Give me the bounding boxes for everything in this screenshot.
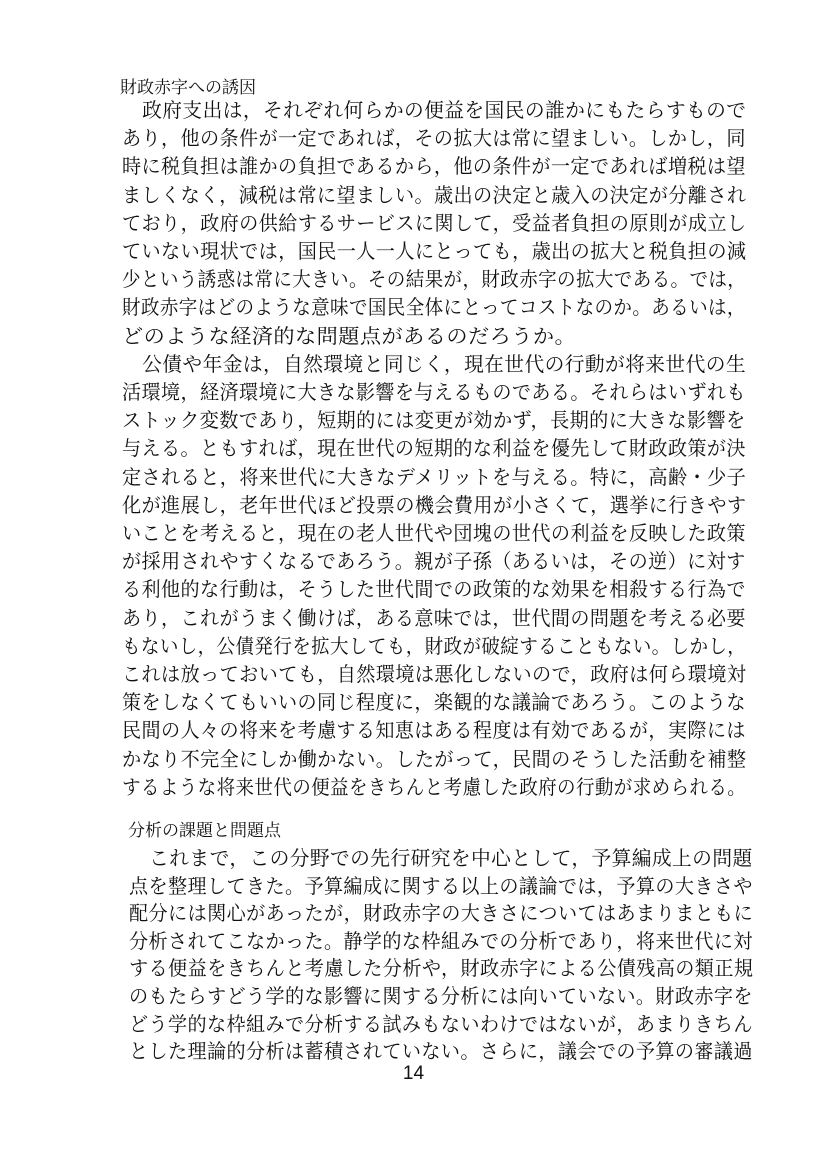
text-line: 策をしなくてもいいの同じ程度に，楽観的な議論であろう。このような [122, 690, 746, 715]
section-heading-deficit-incentive: 財政赤字への誘因 [120, 78, 256, 98]
text-line: 民間の人々の将来を考慮する知恵はある程度は有効であるが，実際には [122, 718, 746, 743]
text-line: ていない現状では，国民一人一人にとっても，歳出の拡大と税負担の減 [122, 239, 747, 263]
text-line: る利他的な行動は，そうした世代間での政策的な効果を相殺する行為で [122, 577, 746, 602]
text-line: 活環境，経済環境に大きな影響を与えるものである。それらはいずれも [122, 380, 746, 404]
section-heading-analysis-issues: 分析の課題と問題点 [128, 821, 281, 841]
text-line: 財政赤字はどのような意味で国民全体にとってコストなのか。あるいは， [122, 295, 746, 320]
text-line: もないし，公債発行を拡大しても，財政が破綻することもない。しかし， [122, 633, 747, 658]
page-number: 14 [402, 1063, 425, 1084]
text-line: これは放っておいても，自然環境は悪化しないので，政府は何ら環境対 [122, 662, 747, 686]
text-line: のもたらすどう学的な影響に関する分析には向いていない。財政赤字を [129, 984, 753, 1008]
text-line: かなり不完全にしか働かない。したがって，民間のそうした活動を補整 [122, 746, 747, 771]
text-line: 公債や年金は，自然環境と同じく，現在世代の行動が将来世代の生 [122, 351, 746, 376]
text-line: ており，政府の供給するサービスに関して，受益者負担の原則が成立し [122, 210, 747, 235]
text-line: 時に税負担は誰かの負担であるから，他の条件が一定であれば増税は望 [122, 154, 746, 179]
text-line: する便益をきちんと考慮した分析や，財政赤字による公債残高の類正規 [129, 956, 754, 981]
text-line: これまで，この分野での先行研究を中心として，予算編成上の問題 [129, 846, 753, 870]
text-line: ましくなく，減税は常に望ましい。歳出の決定と歳入の決定が分離され [122, 182, 747, 207]
text-line: 定されると，将来世代に大きなデメリットを与える。特に，高齢・少子 [122, 464, 747, 489]
text-line: 政府支出は，それぞれ何らかの便益を国民の誰かにもたらすもので [122, 98, 747, 122]
text-line: あり，これがうまく働けば，ある意味では，世代間の問題を考える必要 [122, 605, 746, 630]
text-line: が採用されやすくなるであろう。親が子孫（あるいは，その逆）に対す [122, 549, 746, 574]
text-line: 点を整理してきた。予算編成に関する以上の議論では，予算の大きさや [129, 873, 753, 898]
text-line: 少という誘惑は常に大きい。その結果が，財政赤字の拡大である。では， [122, 267, 747, 292]
text-line: 化が進展し，老年世代ほど投票の機会費用が小さくて，選挙に行きやす [122, 492, 747, 517]
text-line: ストック変数であり，短期的には変更が効かず，長期的に大きな影響を [122, 408, 746, 433]
text-line: するような将来世代の便益をきちんと考慮した政府の行動が求められる。 [122, 774, 747, 799]
text-line: どう学的な枠組みで分析する試みもないわけではないが，あまりきちん [129, 1011, 753, 1036]
text-line: 配分には関心があったが，財政赤字の大きさについてはあまりまともに [129, 901, 754, 926]
text-line: あり，他の条件が一定であれば，その拡大は常に望ましい。しかし，同 [122, 126, 746, 151]
text-line: とした理論的分析は蓄積されていない。さらに，議会での予算の審議過 [129, 1039, 753, 1064]
text-line: いことを考えると，現在の老人世代や団塊の世代の利益を反映した政策 [122, 521, 746, 545]
text-line: どのような経済的な問題点があるのだろうか。 [122, 323, 577, 348]
text-line: 分析されてこなかった。静学的な枠組みでの分析であり，将来世代に対 [129, 928, 753, 953]
text-line: 与える。ともすれば，現在世代の短期的な利益を優先して財政政策が決 [122, 436, 746, 461]
